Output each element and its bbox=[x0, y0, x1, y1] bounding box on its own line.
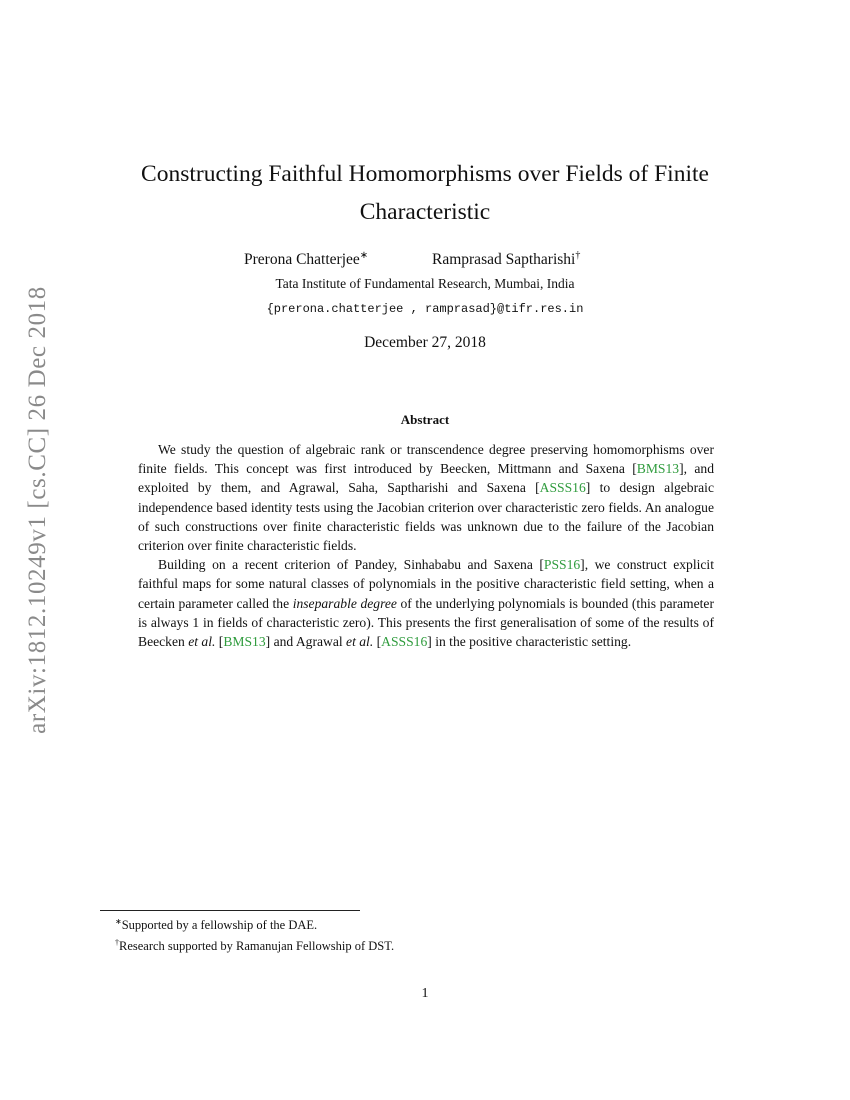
abstract-text: We study the question of algebraic rank or transcendence degree preserving homomorphisms over finite fields. This concept was first introduced by Beecken, Mittmann and Saxena [ bbox=[138, 442, 714, 477]
abstract-text: ], and exploited by them, and Agrawal, Saha, Saptharishi and Saxena [ bbox=[138, 461, 715, 496]
citation-link[interactable]: PSS16 bbox=[543, 557, 581, 573]
affiliation: Tata Institute of Fundamental Research, Mumbai, India bbox=[275, 276, 575, 291]
footnotes bbox=[115, 913, 715, 955]
citation-link[interactable]: ASSS16 bbox=[539, 480, 586, 496]
author-1 bbox=[244, 250, 368, 269]
abstract-text: [ bbox=[373, 634, 382, 650]
footnote-divider bbox=[100, 910, 360, 911]
abstract-text: Building on a recent criterion of Pandey, Sinhababu and Saxena [ bbox=[158, 557, 544, 573]
author-2-name: Ramprasad Saptharishi bbox=[432, 251, 576, 269]
abstract-text: ] in the positive characteristic setting. bbox=[427, 634, 632, 650]
author-email: {prerona.chatterjee , ramprasad}@tifr.res.in bbox=[266, 302, 584, 316]
abstract-text: [ bbox=[215, 634, 224, 650]
abstract-body bbox=[138, 440, 714, 651]
abstract-paragraph-2 bbox=[138, 555, 714, 651]
footnote-2-text: Research supported by Ramanujan Fellowship of DST. bbox=[119, 939, 395, 954]
author-2 bbox=[432, 250, 580, 269]
paper-title: Constructing Faithful Homomorphisms over Fields of Finite Characteristic bbox=[141, 161, 709, 225]
abstract-heading: Abstract bbox=[400, 412, 450, 427]
emphasis-term: et al. bbox=[346, 634, 374, 650]
abstract-text: of the underlying polynomials is bounded (this parameter is always 1 in fields of characteristic zero). This presents the first generalisation of some of the results of Beecken bbox=[138, 595, 714, 650]
abstract-text: ] to design algebraic independence based identity tests using the Jacobian criterion over characteristic zero fields. An analogue of such constructions over finite characteristic fields was unknown due to the failure of the Jacobian criterion over finite characteristic fields. bbox=[138, 480, 714, 554]
author-1-name: Prerona Chatterjee bbox=[244, 251, 360, 269]
footnote-1-mark: ∗ bbox=[115, 917, 122, 926]
paper-date: December 27, 2018 bbox=[364, 334, 486, 351]
citation-link[interactable]: BMS13 bbox=[223, 634, 266, 650]
emphasis-term: et al. bbox=[188, 634, 216, 650]
footnote-2-mark: † bbox=[115, 938, 119, 948]
emphasis-term: inseparable degree bbox=[292, 595, 397, 611]
arxiv-stamp bbox=[18, 265, 58, 755]
footnote-1-text: Supported by a fellowship of the DAE. bbox=[121, 918, 318, 933]
citation-link[interactable]: ASSS16 bbox=[381, 634, 428, 650]
author-1-mark: ∗ bbox=[359, 250, 369, 261]
arxiv-stamp-text: arXiv:1812.10249v1 [cs.CC] 26 Dec 2018 bbox=[24, 286, 51, 734]
footnote-2 bbox=[115, 934, 715, 955]
abstract-text: ], we construct explicit faithful maps for some natural classes of polynomials in the positive characteristic field setting, when a certain parameter called the bbox=[138, 557, 714, 611]
footnote-1 bbox=[115, 913, 715, 934]
page-number: 1 bbox=[421, 986, 429, 1001]
abstract-text: ] and Agrawal bbox=[265, 634, 347, 650]
citation-link[interactable]: BMS13 bbox=[636, 461, 680, 477]
author-2-mark: † bbox=[575, 250, 581, 261]
abstract-paragraph-1 bbox=[138, 440, 714, 555]
